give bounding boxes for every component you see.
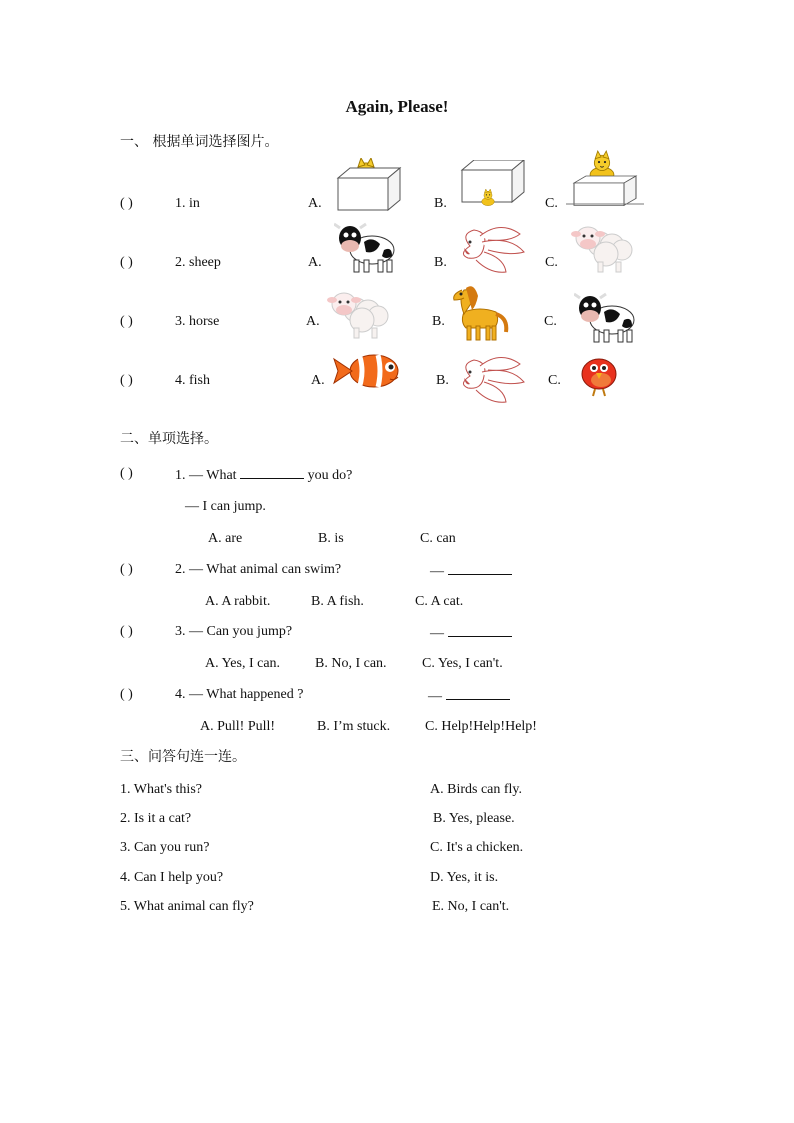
fish-picture[interactable] [328,346,404,396]
match-question[interactable]: 2. Is it a cat? [120,811,192,826]
reply-line: — [430,623,512,643]
option-c: C. can [420,531,456,546]
match-question[interactable]: 1. What's this? [120,782,202,797]
fill-blank[interactable] [240,465,304,479]
s2-question-2: 2. — What animal can swim? [175,562,342,577]
s1-question-3: 3. horse [175,314,220,329]
answer-paren[interactable]: ( ) [120,314,133,329]
answer-paren[interactable]: ( ) [120,562,133,577]
match-answer[interactable]: A. Birds can fly. [430,782,523,797]
rabbit-outline-picture[interactable] [454,350,538,406]
match-answer[interactable]: C. It's a chicken. [430,840,524,855]
answer-paren[interactable]: ( ) [120,196,133,211]
horse-picture[interactable] [448,284,514,344]
sheep-picture[interactable] [570,218,642,276]
option-b-label: B. [432,314,445,329]
option-b: B. is [318,531,344,546]
s2-question-1: 1. — What you do? [175,465,352,485]
rabbit-outline-picture[interactable] [452,218,536,276]
section1-heading: 一、 根据单词选择图片。 [120,134,279,150]
s1-question-2: 2. sheep [175,255,221,270]
s2-question-4: 4. — What happened ? [175,687,304,702]
bird-picture[interactable] [575,350,623,402]
option-a: A. are [208,531,243,546]
match-answer[interactable]: B. Yes, please. [433,811,515,826]
option-c-label: C. [548,373,561,388]
option-a: A. Pull! Pull! [200,719,276,734]
page-title: Again, Please! [345,97,449,116]
reply-line: — [428,686,510,706]
fill-blank[interactable] [448,561,512,575]
match-answer[interactable]: E. No, I can't. [432,899,510,914]
cow-picture[interactable] [334,220,404,274]
cat-on-box-picture[interactable] [566,146,644,206]
option-a: A. A rabbit. [205,594,271,609]
section2-heading: 二、单项选择。 [120,431,218,447]
match-answer[interactable]: D. Yes, it is. [430,870,499,885]
fill-blank[interactable] [446,686,510,700]
answer-paren[interactable]: ( ) [120,466,133,481]
match-question[interactable]: 5. What animal can fly? [120,899,254,914]
sheep-picture[interactable] [326,284,398,342]
option-a: A. Yes, I can. [205,656,281,671]
option-c-label: C. [544,314,557,329]
answer-paren[interactable]: ( ) [120,255,133,270]
answer-paren[interactable]: ( ) [120,624,133,639]
reply-line: — [430,561,512,581]
s2-question-3: 3. — Can you jump? [175,624,293,639]
option-b-label: B. [434,196,447,211]
option-c-label: C. [545,196,558,211]
match-question[interactable]: 4. Can I help you? [120,870,224,885]
option-c: C. Yes, I can't. [422,656,503,671]
section3-heading: 三、问答句连一连。 [120,749,246,765]
option-a-label: A. [308,255,322,270]
option-c: C. A cat. [415,594,464,609]
option-a-label: A. [306,314,320,329]
option-b: B. No, I can. [315,656,387,671]
option-b-label: B. [434,255,447,270]
match-question[interactable]: 3. Can you run? [120,840,210,855]
cow-picture[interactable] [574,290,644,344]
cat-under-box-picture[interactable] [458,160,528,206]
option-b: B. A fish. [311,594,364,609]
s1-question-4: 4. fish [175,373,210,388]
cat-in-box-picture[interactable] [328,158,414,212]
answer-paren[interactable]: ( ) [120,687,133,702]
option-b-label: B. [436,373,449,388]
option-b: B. I’m stuck. [317,719,391,734]
answer-paren[interactable]: ( ) [120,373,133,388]
option-c-label: C. [545,255,558,270]
option-c: C. Help!Help!Help! [425,719,537,734]
s1-question-1: 1. in [175,196,200,211]
option-a-label: A. [311,373,325,388]
option-a-label: A. [308,196,322,211]
s2-answer-line: — I can jump. [185,499,266,514]
fill-blank[interactable] [448,623,512,637]
